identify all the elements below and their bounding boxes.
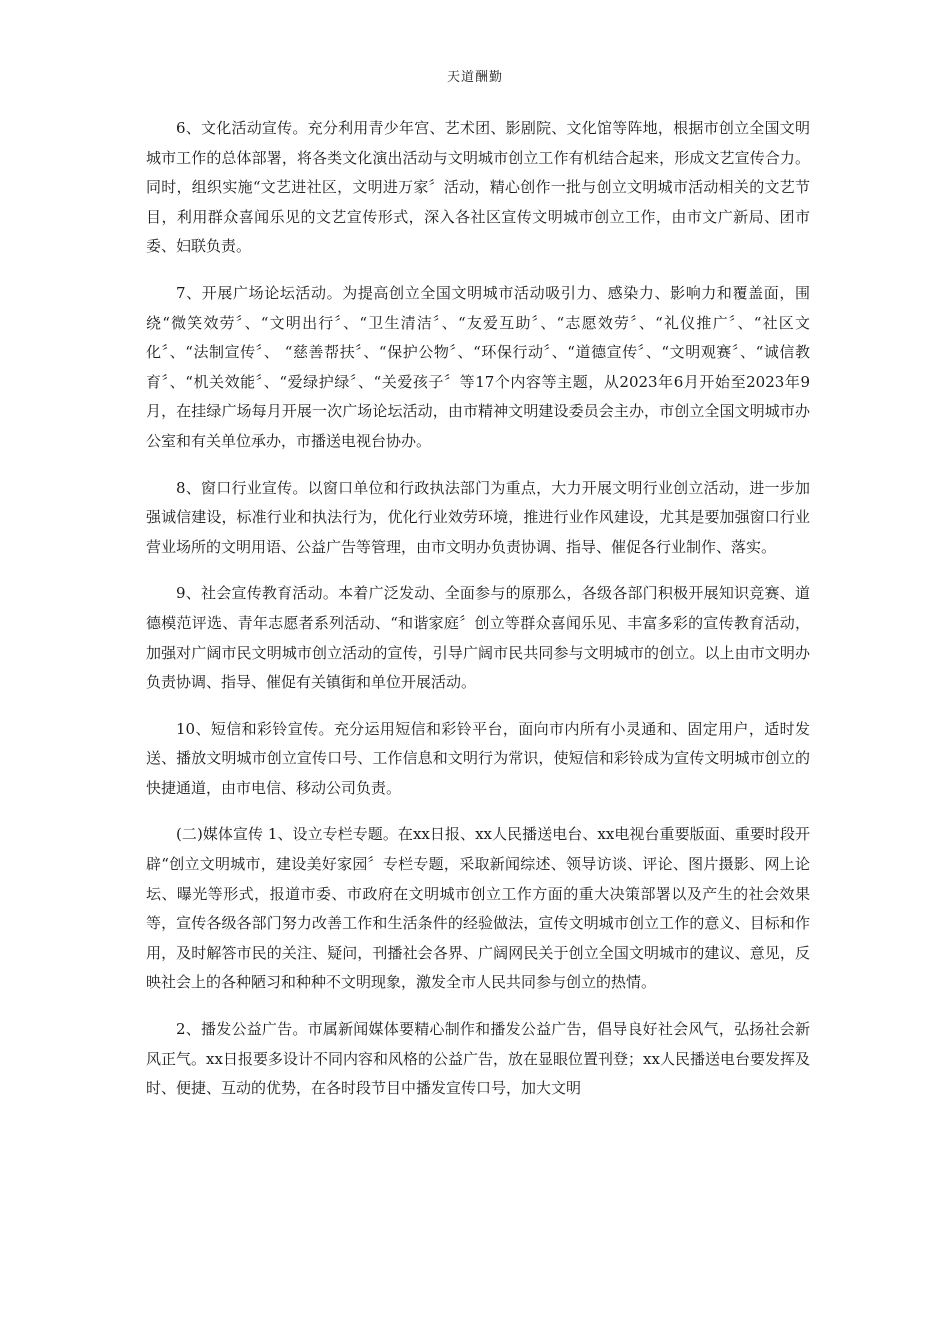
paragraph-media-publicity: (二)媒体宣传 1、设立专栏专题。在xx日报、xx人民播送电台、xx电视台重要版面、重要时段开辟“创立文明城市，建设美好家园〞专栏专题，采取新闻综述、领导访谈、评论、图片摄影、网上论坛、曝光等形式，报道市委、市政府在文明城市创立工作方面的重大决策部署以及产生的社会效果等，宣传各级各部门努力改善工作和生活条件的经验做法，宣传文明城市创立工作的意义、目标和作用，及时解答市民的关注、疑问，刊播社会各界、广阔网民关于创立全国文明城市的建议、意见，反映社会上的各种陋习和种种不文明现象，激发全市人民共同参与创立的热情。 [146,825,810,992]
page-header: 天道酬勤 [446,70,503,85]
paragraph-item-8: 8、窗口行业宣传。以窗口单位和行政执法部门为重点，大力开展文明行业创立活动，进一步加强诚信建设，标准行业和执法行为，优化行业效劳环境，推进行业作风建设，尤其是要加强窗口行业营业场所的文明用语、公益广告等管理，由市文明办负责协调、指导、催促各行业制作、落实。 [146,478,810,556]
document-body [146,114,810,1121]
paragraph-item-6: 6、文化活动宣传。充分利用青少年宫、艺术团、影剧院、文化馆等阵地，根据市创立全国文明城市工作的总体部署，将各类文化演出活动与文明城市创立工作有机结合起来，形成文艺宣传合力。同时，组织实施“文艺进社区，文明进万家〞活动，精心创作一批与创立文明城市活动相关的文艺节目，利用群众喜闻乐见的文艺宣传形式，深入各社区宣传文明城市创立工作，由市文广新局、团市委、妇联负责。 [146,119,810,256]
paragraph-item-7: 7、开展广场论坛活动。为提高创立全国文明城市活动吸引力、感染力、影响力和覆盖面，围绕“微笑效劳〞、“文明出行〞、“卫生清洁〞、“友爱互助〞、“志愿效劳〞、“礼仪推广〞、“社区文化〞、“法制宣传〞、 “慈善帮扶〞、“保护公物〞、“环保行动〞、“道德宣传〞、“文明观赛〞、“诚信教育〞、“机关效能〞、“爱绿护绿〞、“关爱孩子〞等17个内容等主题，从2023年6月开始至2023年9月，在挂绿广场每月开展一次广场论坛活动，由市精神文明建设委员会主办，市创立全国文明城市办公室和有关单位承办，市播送电视台协办。 [146,283,810,450]
paragraph-public-ads: 2、播发公益广告。市属新闻媒体要精心制作和播发公益广告，倡导良好社会风气，弘扬社会新风正气。xx日报要多设计不同内容和风格的公益广告，放在显眼位置刊登；xx人民播送电台要发挥及时、便捷、互动的优势，在各时段节目中播发宣传口号，加大文明 [146,1020,810,1098]
paragraph-item-9: 9、社会宣传教育活动。本着广泛发动、全面参与的原那么，各级各部门积极开展知识竞赛、道德模范评选、青年志愿者系列活动、“和谐家庭〞创立等群众喜闻乐见、丰富多彩的宣传教育活动，加强对广阔市民文明城市创立活动的宣传，引导广阔市民共同参与文明城市的创立。以上由市文明办负责协调、指导、催促有关镇街和单位开展活动。 [146,584,810,692]
paragraph-item-10: 10、短信和彩铃宣传。充分运用短信和彩铃平台，面向市内所有小灵通和、固定用户，适时发送、播放文明城市创立宣传口号、工作信息和文明行为常识，使短信和彩铃成为宣传文明城市创立的快捷通道，由市电信、移动公司负责。 [146,719,810,797]
